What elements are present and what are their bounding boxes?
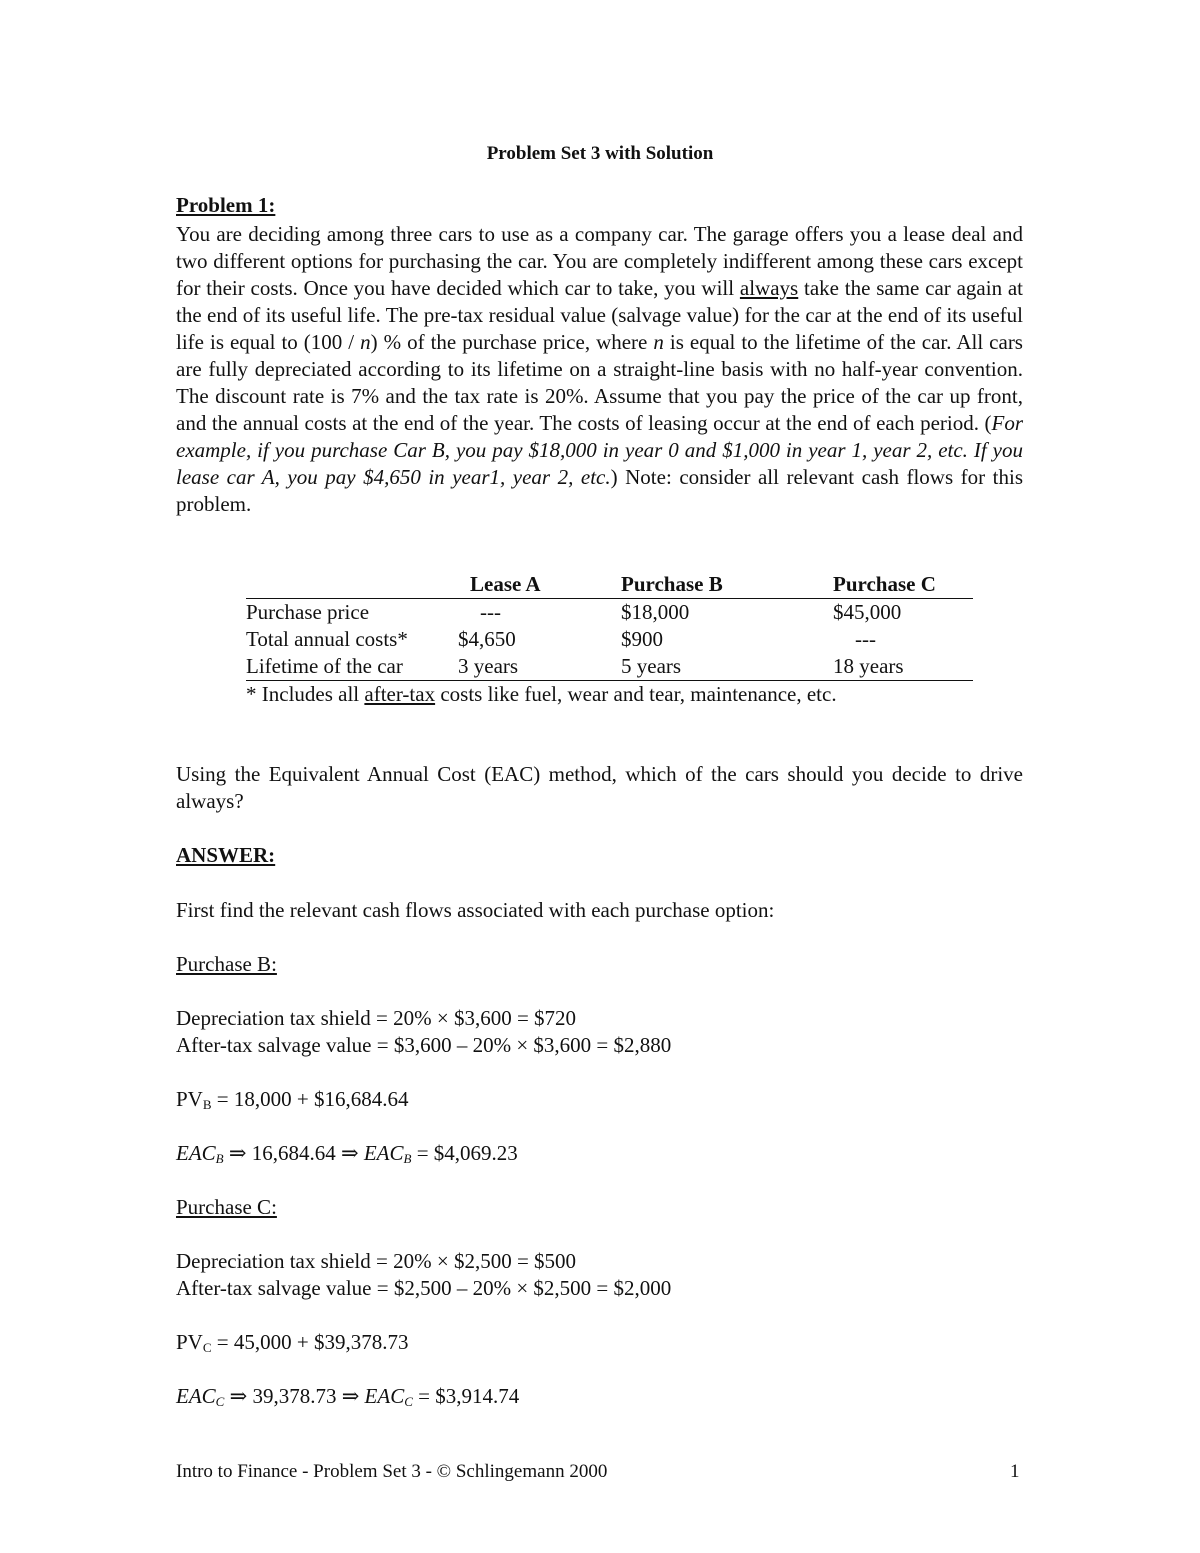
table-header-cell: Lease A (458, 571, 621, 599)
purchase-b-eac: $EAC_B$ ⇒ 16,684.64 ⇒ $EAC_B$ = $4,069.23 (176, 1141, 518, 1166)
table-cell: $900 (621, 627, 663, 651)
table-cell: Purchase price (246, 600, 370, 624)
purchase-b-label: Purchase B: (176, 952, 277, 976)
answer-heading: ANSWER: (176, 843, 276, 867)
purchase-c-label: Purchase C: (176, 1195, 277, 1219)
purchase-c-depreciation: Depreciation tax shield = 20% × $2,500 = $500 (176, 1249, 577, 1273)
problem-text: ) % of the purchase price, where (370, 330, 654, 354)
purchase-b-depreciation: Depreciation tax shield = 20% × $3,600 = $720 (176, 1006, 577, 1030)
example-text: For example, if you purchase Car B, you pay $18,000 in year 0 and $1,000 in year 1, year 2, etc. If you lease car A, you pay $4,650 in year1, year 2, etc. (176, 411, 1023, 489)
table-cell: 5 years (621, 653, 833, 681)
table-cell: 3 years (458, 653, 621, 681)
table-row (246, 626, 973, 653)
table-cell: --- (480, 600, 501, 624)
problem-text: You are deciding among three cars to use as a company car. The garage offers you a lease deal and two different options for purchasing the car. You are completely indifferent among these cars except for their costs. Once you have decided which car to take, you will (176, 222, 1023, 300)
problem-text: is equal to the lifetime of the car. All cars are fully depreciated according to its lifetime on a straight-line basis with no half-year convention. The discount rate is 7% and the tax rate is 20%. Assume that you pay the price of the car up front, and the annual costs at the end of the year. The costs of leasing occur at the end of each period. ( (176, 330, 1023, 435)
table-row (246, 653, 973, 681)
table-cell: --- (855, 627, 876, 651)
table-header-cell: Purchase B (621, 571, 833, 599)
table-cell: $4,650 (458, 627, 516, 651)
table-cell: $18,000 (621, 600, 690, 624)
answer-intro: First find the relevant cash flows associated with each purchase option: (176, 898, 775, 922)
purchase-c-eac: $EAC_C$ ⇒ 39,378.73 ⇒ $EAC_C$ = $3,914.74 (176, 1384, 520, 1409)
car-options-table (246, 571, 973, 681)
table-header-row (246, 571, 973, 599)
table-cell: $45,000 (833, 600, 902, 624)
table-cell: Lifetime of the car (246, 653, 458, 681)
page-title: Problem Set 3 with Solution (486, 143, 714, 164)
problem-text: ) Note: consider all relevant cash flows for this problem. (176, 465, 1023, 516)
table-footnote: * Includes all after-tax costs like fuel, wear and tear, maintenance, etc. (246, 682, 837, 706)
problem-heading: Problem 1: (176, 193, 276, 217)
page-number: 1 (1010, 1461, 1020, 1482)
table-header-cell: Purchase C (833, 571, 973, 599)
purchase-b-pv: $PV_B = 18,000$ + $16,684.64 (176, 1087, 409, 1112)
table-cell: Total annual costs* (246, 627, 408, 651)
table-cell: 18 years (833, 653, 973, 681)
page-footer: Intro to Finance - Problem Set 3 - © Schlingemann 2000 (176, 1461, 608, 1482)
table-header-cell (246, 571, 458, 599)
problem-paragraph (176, 221, 1023, 518)
question-text: Using the Equivalent Annual Cost (EAC) method, which of the cars should you decide to drive always? (176, 762, 1023, 813)
variable-n: n (653, 330, 664, 354)
emphasis-always: always (739, 276, 799, 300)
table-row (246, 599, 973, 627)
purchase-c-salvage: After-tax salvage value = $2,500 – 20% × $2,500 = $2,000 (176, 1276, 672, 1300)
problem-text: take the same car again at the end of its useful life. The pre-tax residual value (salvage value) for the car at the end of its useful life is equal to (100 / (176, 276, 1024, 354)
purchase-b-salvage: After-tax salvage value = $3,600 – 20% × $3,600 = $2,880 (176, 1033, 672, 1057)
variable-n: n (360, 330, 371, 354)
purchase-c-pv: $PV_C = 45,000$ + $39,378.73 (176, 1330, 409, 1355)
